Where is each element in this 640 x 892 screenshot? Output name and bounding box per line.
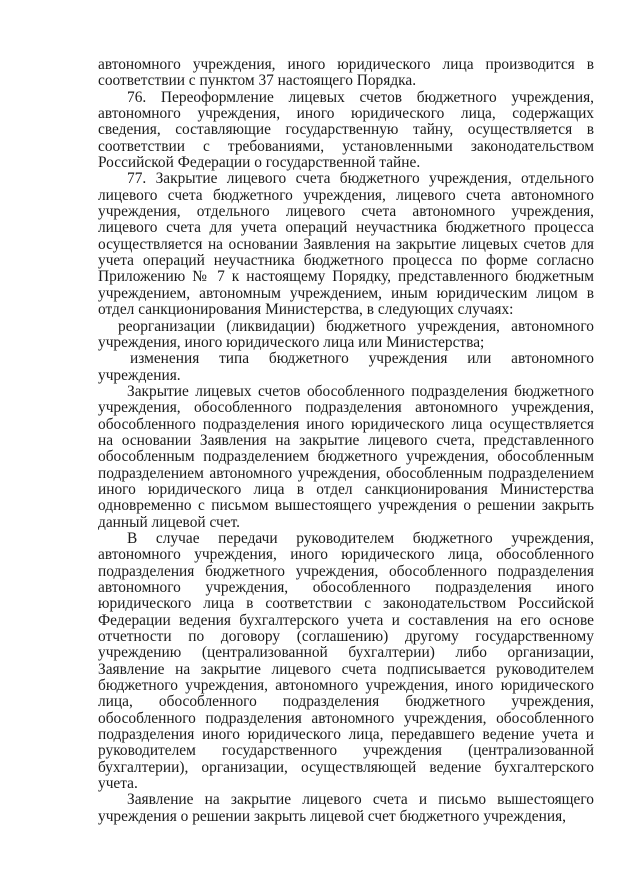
paragraph-76: 76. Переоформление лицевых счетов бюджетного учреждения, автономного учреждения, иного юридического лица, содержащих сведения, составляющие государственную тайну, осуществляется в соответствии с требованиями, установленными законодательством Российской Федерации о государственной тайне. [98, 88, 594, 172]
paragraph-application-letter: Заявление на закрытие лицевого счета и письмо вышестоящего учреждения о решении закрыть лицевой счет бюджетного учреждения, [98, 791, 594, 825]
paragraph-77: 77. Закрытие лицевого счета бюджетного учреждения, отдельного лицевого счета бюджетного учреждения, лицевого счета автономного учреждения, отдельного лицевого счета автономного учреждения, лицевого счета для учета операций неучастника бюджетного процесса осуществляется на основании Заявления на закрытие лицевых счетов для учета операций неучастника бюджетного процесса по форме согласно Приложению № 7 к настоящему Порядку, представленного бюджетным учреждением, автономным учреждением, иным юридическим лицом в отдел санкционирования Министерства, в следующих случаях: [98, 170, 594, 319]
paragraph-transfer-case: В случае передачи руководителем бюджетного учреждения, автономного учреждения, иного юридического лица, обособленного подразделения бюджетного учреждения, обособленного подразделения автономного учреждения, обособленного подразделения иного юридического лица в соответствии с законодательством Российской Федерации ведения бухгалтерского учета и составления на его основе отчетности по договору (соглашению) другому государственному учреждению (централизованной бухгалтерии) либо организации, Заявление на закрытие лицевого счета подписывается руководителем бюджетного учреждения, автономного учреждения, иного юридического лица, обособленного подразделения бюджетного учреждения, обособленного подразделения автономного учреждения, обособленного подразделения иного юридического лица, передавшего ведение учета и руководителем государственного учреждения (централизованной бухгалтерии), организации, осуществляющей ведение бухгалтерского учета. [98, 529, 594, 793]
list-item-type-change: изменения типа бюджетного учреждения или автономного учреждения. [98, 350, 594, 384]
list-item-reorganization: реорганизации (ликвидации) бюджетного учреждения, автономного учреждения, иного юридического лица или Министерства; [98, 317, 594, 351]
paragraph-continuation: автономного учреждения, иного юридического лица производится в соответствии с пунктом 37 настоящего Порядка. [98, 56, 594, 90]
document-page [98, 57, 594, 825]
paragraph-separate-units: Закрытие лицевых счетов обособленного подразделения бюджетного учреждения, обособленного подразделения автономного учреждения, обособленного подразделения иного юридического лица осуществляется на основании Заявления на закрытие лицевого счета, представленного обособленным подразделением бюджетного учреждения, обособленным подразделением автономного учреждения, обособленным подразделением иного юридического лица в отдел санкционирования Министерства одновременно с письмом вышестоящего учреждения о решении закрыть данный лицевой счет. [98, 382, 594, 531]
